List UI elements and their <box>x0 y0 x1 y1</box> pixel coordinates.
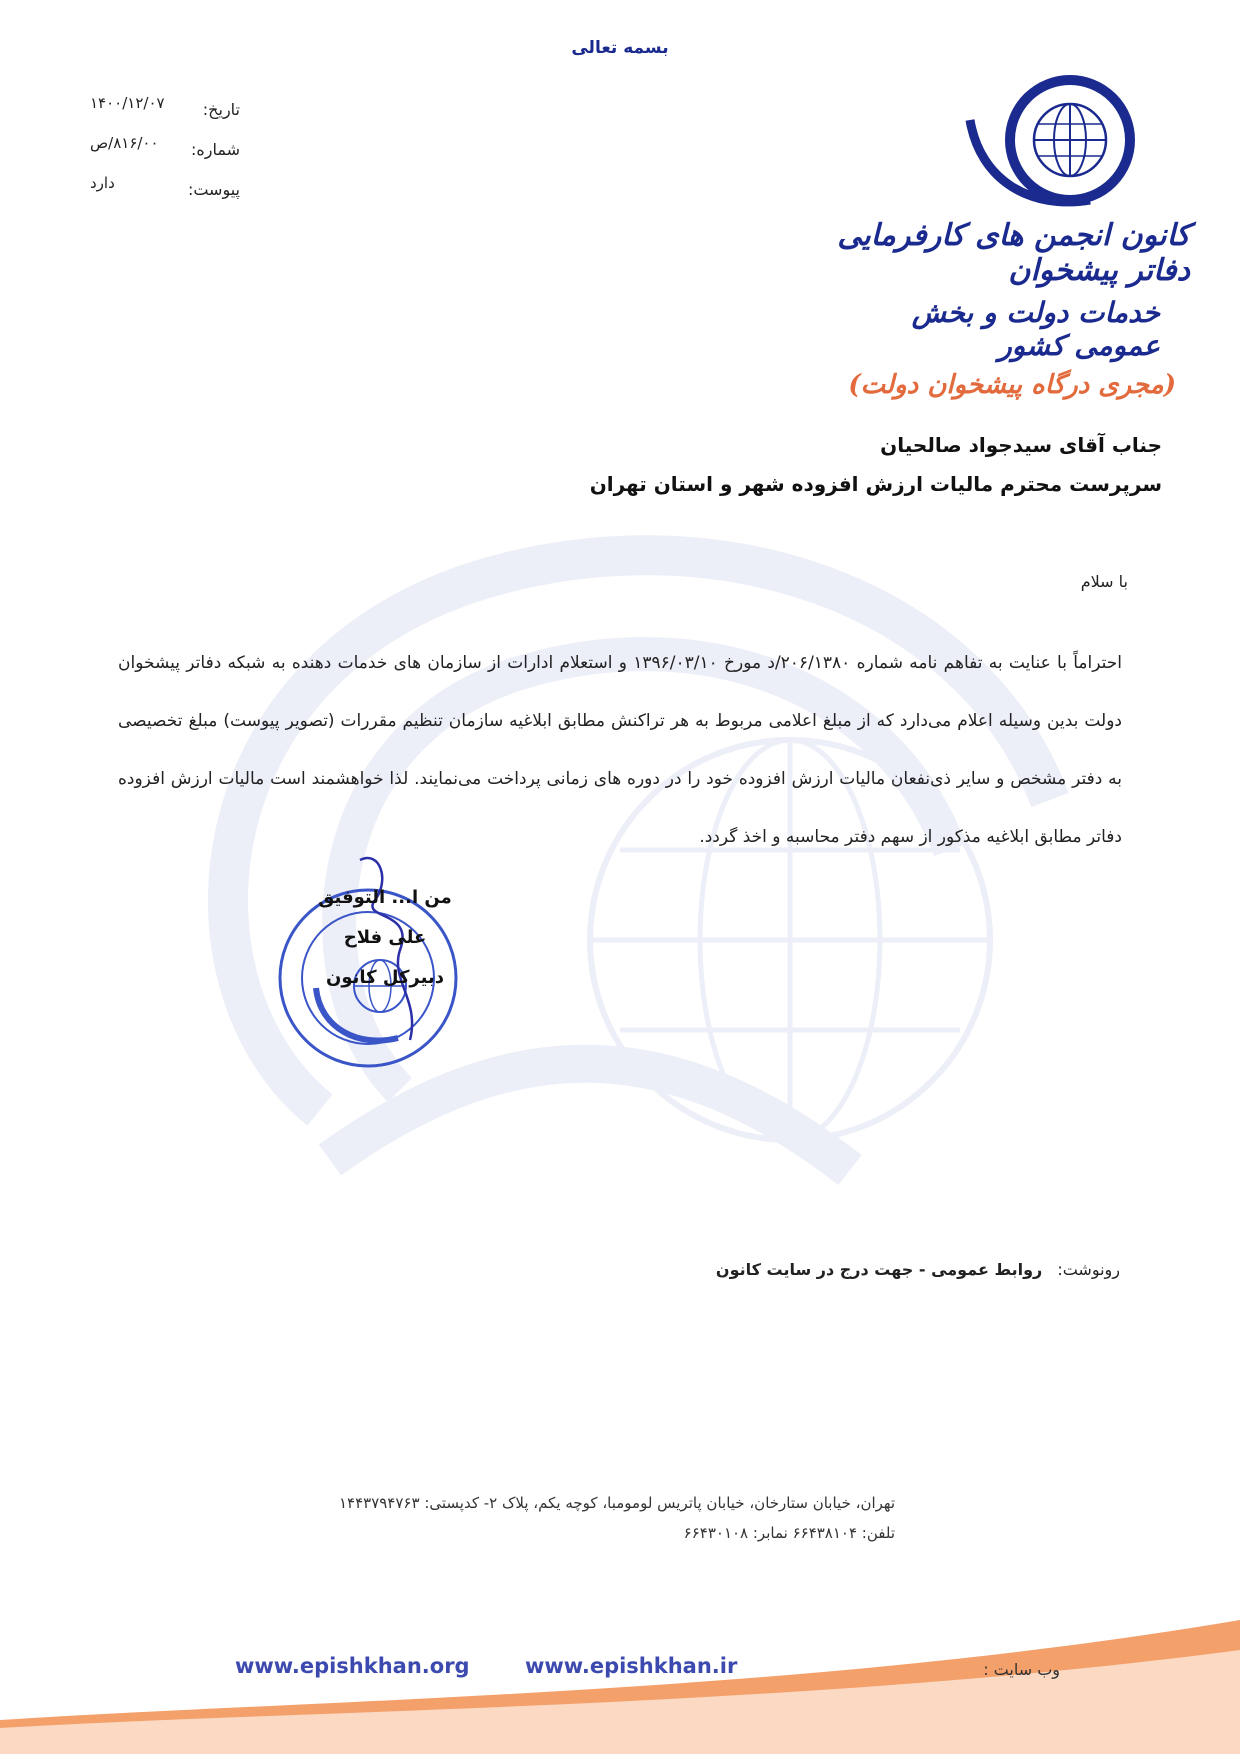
signature-title: دبیرکل کانون <box>326 967 444 988</box>
date-row <box>70 94 240 130</box>
attachment-row <box>70 174 240 210</box>
globe-hands-logo-icon <box>950 60 1150 220</box>
date-value: ۱۴۰۰/۱۲/۰۷ <box>90 94 165 112</box>
attachment-value: دارد <box>90 174 115 192</box>
footer-address: تهران، خیابان ستارخان، خیابان پاتریس لومومبا، کوچه یکم، پلاک ۲- کدپستی: ۱۴۴۳۷۹۴۷۶۳ <box>338 1494 895 1512</box>
greeting: با سلام <box>1080 572 1128 591</box>
addressee-title: سرپرست محترم مالیات ارزش افزوده شهر و استان تهران <box>589 472 1162 496</box>
website-row <box>220 1654 1060 1688</box>
number-label: شماره: <box>190 140 240 159</box>
website-link-org[interactable]: www.epishkhan.org <box>235 1654 470 1678</box>
website-label: وب سایت : <box>983 1660 1060 1679</box>
number-row <box>70 134 240 170</box>
date-label: تاریخ: <box>202 100 240 119</box>
org-name-line1: کانون انجمن های کارفرمایی دفاتر پیشخوان <box>837 218 1190 288</box>
website-link-ir[interactable]: www.epishkhan.ir <box>525 1654 738 1678</box>
cc-label: رونوشت: <box>1057 1260 1120 1279</box>
cc-line <box>716 1260 1120 1279</box>
org-name-line2: خدمات دولت و بخش عمومی کشور <box>911 296 1160 362</box>
signature-line1: من ا... التوفیق <box>318 887 452 908</box>
number-value: ۸۱۶/۰۰/ص <box>90 134 159 152</box>
cc-value: روابط عمومی - جهت درج در سایت کانون <box>715 1260 1043 1279</box>
org-name-line3: (مجری درگاه پیشخوان دولت) <box>848 370 1176 400</box>
attachment-label: پیوست: <box>187 180 240 199</box>
signature-name: علی فلاح <box>343 927 427 948</box>
footer-phones: تلفن: ۶۶۴۳۸۱۰۴ نمابر: ۶۶۴۳۰۱۰۸ <box>683 1524 895 1542</box>
letter-body: احتراماً با عنایت به تفاهم نامه شماره ۲۰۶/۱۳۸۰/د مورخ ۱۳۹۶/۰۳/۱۰ و استعلام ادارات از سازمان های خدمات دهنده به شبکه دفاتر پیشخوان دولت بدین وسیله اعلام می‌دارد که از مبلغ اعلامی مربوط به هر تراکنش مطابق ابلاغیه سازمان تنظیم مقررات (تصویر پیوست) مبلغ تخصیصی به دفتر مشخص و سایر ذی‌نفعان مالیات ارزش افزوده خود را در دوره های زمانی پرداخت می‌نمایند. لذا خواهشمند است مالیات ارزش افزوده دفاتر مطابق ابلاغیه مذکور از سهم دفتر محاسبه و اخذ گردد. <box>118 653 1122 847</box>
signature-block <box>300 878 470 998</box>
addressee-name: جناب آقای سیدجواد صالحیان <box>880 433 1162 457</box>
basmala-heading: بسمه تعالی <box>571 38 669 58</box>
